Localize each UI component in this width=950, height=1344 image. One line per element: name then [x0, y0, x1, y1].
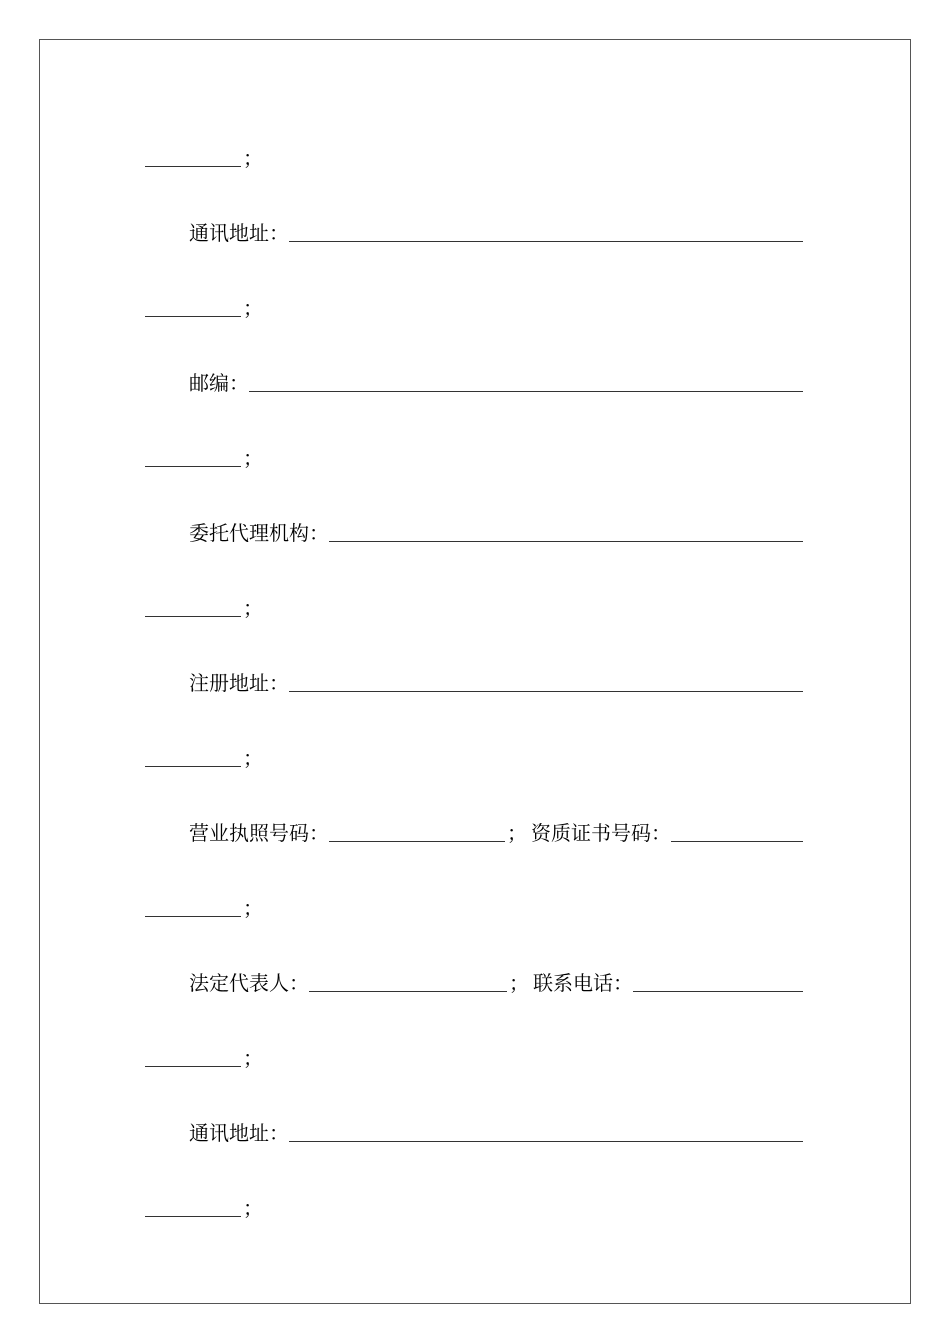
field-line-address — [145, 205, 803, 280]
blank-field[interactable] — [329, 822, 505, 842]
field-label: 联系电话： — [533, 971, 633, 995]
field-line-registered-address — [145, 655, 803, 730]
field-label: 资质证书号码： — [531, 821, 671, 845]
semicolon: ； — [243, 746, 263, 770]
continuation-line — [145, 580, 803, 655]
field-label: 法定代表人： — [189, 971, 309, 995]
field-label: 邮编： — [189, 371, 249, 395]
continuation-line — [145, 280, 803, 355]
blank-field[interactable] — [329, 522, 803, 542]
continuation-line — [145, 430, 803, 505]
blank-field[interactable] — [145, 447, 241, 467]
blank-field[interactable] — [671, 822, 803, 842]
semicolon: ； — [243, 1196, 263, 1220]
continuation-line — [145, 1180, 803, 1255]
blank-field[interactable] — [309, 972, 507, 992]
field-line-representative-phone — [145, 955, 803, 1030]
continuation-line — [145, 130, 803, 205]
field-line-license-certificate — [145, 805, 803, 880]
blank-field[interactable] — [249, 372, 803, 392]
semicolon: ； — [243, 596, 263, 620]
semicolon: ； — [243, 1046, 263, 1070]
blank-field[interactable] — [145, 597, 241, 617]
blank-field[interactable] — [145, 1047, 241, 1067]
continuation-line — [145, 880, 803, 955]
semicolon: ； — [243, 146, 263, 170]
blank-field[interactable] — [289, 222, 803, 242]
semicolon: ； — [243, 446, 263, 470]
continuation-line — [145, 730, 803, 805]
blank-field[interactable] — [633, 972, 803, 992]
field-label: 委托代理机构： — [189, 521, 329, 545]
blank-field[interactable] — [289, 672, 803, 692]
blank-field[interactable] — [145, 1197, 241, 1217]
blank-field[interactable] — [145, 297, 241, 317]
blank-field[interactable] — [145, 897, 241, 917]
semicolon: ； — [243, 896, 263, 920]
semicolon: ； — [507, 821, 527, 845]
field-label: 通讯地址： — [189, 221, 289, 245]
field-line-agency — [145, 505, 803, 580]
field-line-postcode — [145, 355, 803, 430]
semicolon: ； — [509, 971, 529, 995]
blank-field[interactable] — [145, 747, 241, 767]
continuation-line — [145, 1030, 803, 1105]
field-label: 注册地址： — [189, 671, 289, 695]
document-body — [145, 130, 803, 1255]
field-line-address — [145, 1105, 803, 1180]
blank-field[interactable] — [289, 1122, 803, 1142]
blank-field[interactable] — [145, 147, 241, 167]
semicolon: ； — [243, 296, 263, 320]
field-label: 通讯地址： — [189, 1121, 289, 1145]
field-label: 营业执照号码： — [189, 821, 329, 845]
